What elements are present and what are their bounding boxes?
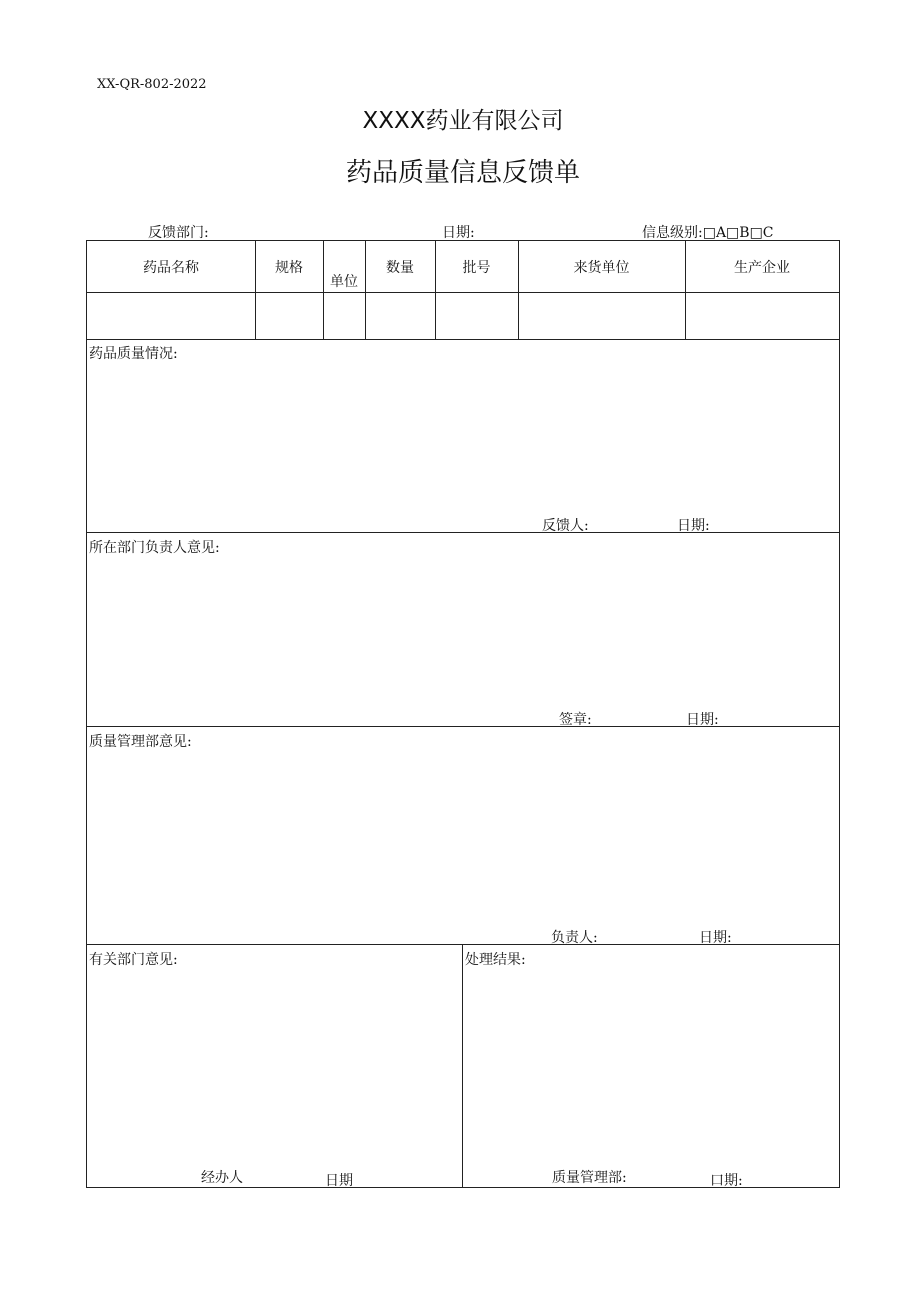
specification-input[interactable] <box>256 293 323 339</box>
manufacturer-input[interactable] <box>686 293 839 339</box>
related-departments-opinion-label: 有关部门意见: <box>89 952 178 968</box>
header-drug-name: 药品名称 <box>143 260 199 276</box>
header-supplier: 来货单位 <box>573 260 630 276</box>
feedback-person-label: 反馈人: <box>542 518 589 534</box>
header-unit: 单位 <box>330 274 358 290</box>
quality-situation-label: 药品质量情况: <box>89 346 178 362</box>
header-specification: 规格 <box>275 260 303 276</box>
handling-result-label: 处理结果: <box>465 952 526 968</box>
quantity-input[interactable] <box>366 293 435 339</box>
related-departments-opinion-textarea[interactable] <box>87 967 462 1157</box>
company-name: XXXX药业有限公司 <box>362 108 564 134</box>
data-row-divider <box>87 339 839 340</box>
department-head-opinion-textarea[interactable] <box>87 555 839 705</box>
seal-label: 签章: <box>559 712 592 728</box>
drug-name-input[interactable] <box>87 293 255 339</box>
department-section-divider <box>87 726 839 727</box>
quality-situation-textarea[interactable] <box>87 361 839 511</box>
qa-department-opinion-textarea[interactable] <box>87 749 839 919</box>
department-head-opinion-label: 所在部门负责人意见: <box>89 540 220 556</box>
info-level-field <box>642 222 774 242</box>
handling-result-date-label: 口期: <box>710 1173 743 1189</box>
document-code: XX-QR-802-2022 <box>97 77 207 92</box>
supplier-input[interactable] <box>519 293 685 339</box>
info-level-label: 信息级别: <box>642 225 703 241</box>
related-departments-date-label: 日期 <box>325 1173 353 1189</box>
quality-section-divider <box>87 532 839 533</box>
feedback-department-label: 反馈部门: <box>148 225 209 241</box>
form-title: 药品质量信息反馈单 <box>345 158 580 188</box>
qa-department-opinion-label: 质量管理部意见: <box>89 734 192 750</box>
qa-department-date-label: 日期: <box>699 930 732 946</box>
bottom-split-divider <box>462 944 463 1188</box>
unit-input[interactable] <box>324 293 365 339</box>
quality-date-label: 日期: <box>677 518 710 534</box>
header-batch-number: 批号 <box>462 260 491 276</box>
batch-number-input[interactable] <box>436 293 518 339</box>
handler-label: 经办人 <box>201 1170 243 1186</box>
handling-result-textarea[interactable] <box>464 967 839 1157</box>
header-quantity: 数量 <box>386 260 414 276</box>
responsible-person-label: 负责人: <box>551 930 598 946</box>
header-manufacturer: 生产企业 <box>734 260 790 276</box>
qa-department-signature-label: 质量管理部: <box>552 1170 627 1186</box>
date-label: 日期: <box>442 225 475 241</box>
department-head-date-label: 日期: <box>686 712 719 728</box>
info-level-options[interactable]: □A□B□C <box>702 225 774 241</box>
feedback-form <box>86 240 840 1188</box>
